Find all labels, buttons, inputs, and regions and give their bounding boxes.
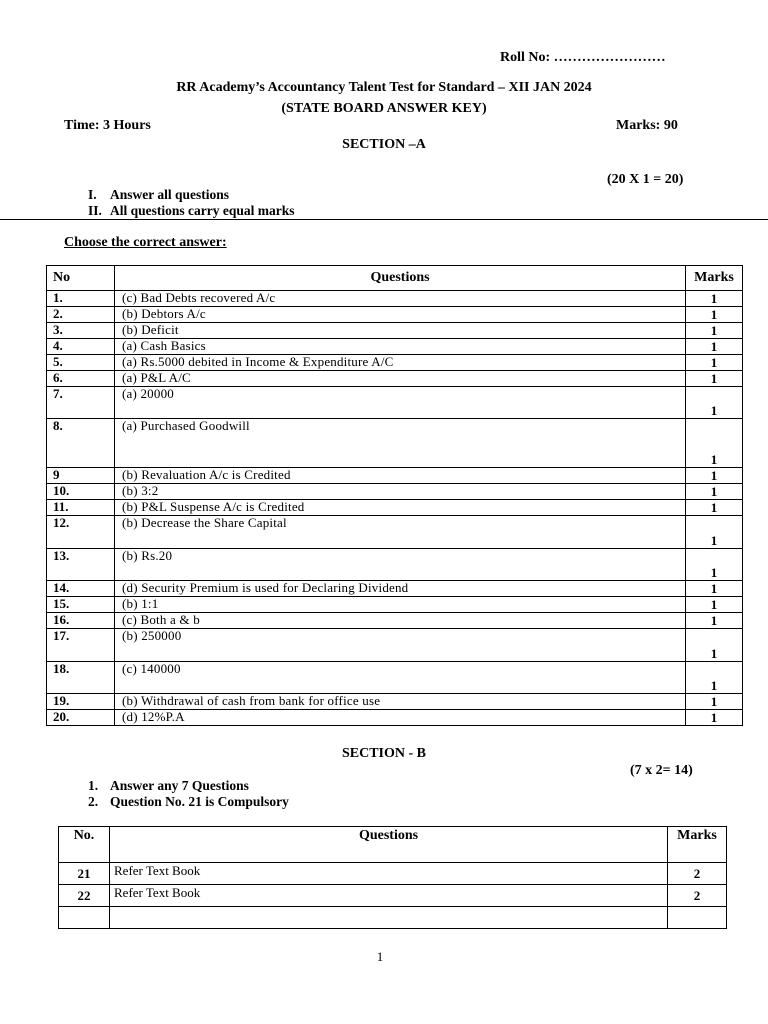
section-b-instruction-2 <box>88 794 289 810</box>
instruction-text: All questions carry equal marks <box>110 203 295 218</box>
table-row <box>47 387 743 419</box>
row-marks: 1 <box>686 516 743 549</box>
table-row <box>47 339 743 355</box>
table-row <box>47 323 743 339</box>
answer-text: (a) Rs.5000 debited in Income & Expenditure A/C <box>115 355 686 371</box>
answer-text: (a) P&L A/C <box>115 371 686 387</box>
row-number: 20. <box>47 710 115 726</box>
row-marks: 1 <box>686 549 743 581</box>
row-marks: 1 <box>686 355 743 371</box>
row-marks: 1 <box>686 371 743 387</box>
row-number: 1. <box>47 291 115 307</box>
column-header-questions: Questions <box>115 266 686 291</box>
roll-number: Roll No: …………………… <box>500 50 666 65</box>
row-number: 5. <box>47 355 115 371</box>
answer-text: Refer Text Book <box>110 885 668 907</box>
table-row <box>47 710 743 726</box>
table-row <box>47 629 743 662</box>
row-number: 11. <box>47 500 115 516</box>
row-marks: 1 <box>686 484 743 500</box>
table-row <box>47 419 743 468</box>
answer-text: (c) 140000 <box>115 662 686 694</box>
answer-text: (c) Bad Debts recovered A/c <box>115 291 686 307</box>
section-b-heading: SECTION - B <box>341 746 427 761</box>
choose-correct-answer-label: Choose the correct answer: <box>64 235 227 250</box>
answer-text: (a) Cash Basics <box>115 339 686 355</box>
column-header-no: No. <box>59 827 110 863</box>
answer-text: (b) 3:2 <box>115 484 686 500</box>
table-header-row <box>59 827 727 863</box>
section-a-instruction-1 <box>88 187 229 203</box>
answer-text: (b) Decrease the Share Capital <box>115 516 686 549</box>
page-number: 1 <box>376 949 384 964</box>
page-subtitle: (STATE BOARD ANSWER KEY) <box>281 101 487 116</box>
row-number: 21 <box>59 863 110 885</box>
page-title: RR Academy’s Accountancy Talent Test for Standard – XII JAN 2024 <box>176 80 592 95</box>
row-number: 12. <box>47 516 115 549</box>
answer-text: (b) Deficit <box>115 323 686 339</box>
row-number: 3. <box>47 323 115 339</box>
answer-text: (c) Both a & b <box>115 613 686 629</box>
column-header-questions: Questions <box>110 827 668 863</box>
row-marks: 2 <box>668 863 727 885</box>
row-number: 2. <box>47 307 115 323</box>
row-number: 9 <box>47 468 115 484</box>
row-number <box>59 907 110 929</box>
table-row <box>47 516 743 549</box>
answer-text: (d) Security Premium is used for Declaring Dividend <box>115 581 686 597</box>
instruction-text: Question No. 21 is Compulsory <box>110 794 289 809</box>
row-marks: 1 <box>686 581 743 597</box>
section-a-marks-formula: (20 X 1 = 20) <box>607 172 684 187</box>
row-number: 14. <box>47 581 115 597</box>
row-marks: 1 <box>686 387 743 419</box>
answer-text: (a) 20000 <box>115 387 686 419</box>
row-number: 7. <box>47 387 115 419</box>
row-marks: 1 <box>686 613 743 629</box>
exam-total-marks: Marks: 90 <box>616 118 678 133</box>
table-header-row <box>47 266 743 291</box>
row-number: 6. <box>47 371 115 387</box>
row-number: 4. <box>47 339 115 355</box>
row-number: 22 <box>59 885 110 907</box>
table-row <box>47 291 743 307</box>
horizontal-divider <box>0 219 768 220</box>
row-number: 8. <box>47 419 115 468</box>
table-row <box>47 468 743 484</box>
instruction-text: Answer any 7 Questions <box>110 778 249 793</box>
table-row <box>47 484 743 500</box>
answer-text: (b) Debtors A/c <box>115 307 686 323</box>
answer-text: (d) 12%P.A <box>115 710 686 726</box>
table-row <box>47 662 743 694</box>
instruction-number: II. <box>88 203 102 218</box>
table-row <box>47 694 743 710</box>
row-marks: 2 <box>668 885 727 907</box>
row-marks: 1 <box>686 419 743 468</box>
answer-text: (b) P&L Suspense A/c is Credited <box>115 500 686 516</box>
section-a-answer-table <box>46 265 743 726</box>
instruction-text: Answer all questions <box>110 187 230 202</box>
table-row <box>59 863 727 885</box>
column-header-marks: Marks <box>686 266 743 291</box>
section-b-answer-table <box>58 826 727 929</box>
answer-text: (b) Revaluation A/c is Credited <box>115 468 686 484</box>
instruction-number: 1. <box>88 778 99 793</box>
row-marks: 1 <box>686 307 743 323</box>
section-b-instruction-1 <box>88 778 249 794</box>
table-row <box>47 355 743 371</box>
answer-text: (b) Withdrawal of cash from bank for office use <box>115 694 686 710</box>
row-marks: 1 <box>686 694 743 710</box>
section-a-instruction-2 <box>88 203 295 219</box>
answer-text: (b) Rs.20 <box>115 549 686 581</box>
row-number: 16. <box>47 613 115 629</box>
column-header-no: No <box>47 266 115 291</box>
row-number: 10. <box>47 484 115 500</box>
row-number: 17. <box>47 629 115 662</box>
exam-time: Time: 3 Hours <box>64 118 151 133</box>
table-row <box>47 500 743 516</box>
row-marks: 1 <box>686 468 743 484</box>
table-row <box>47 549 743 581</box>
row-marks: 1 <box>686 597 743 613</box>
instruction-number: I. <box>88 187 97 202</box>
instruction-number: 2. <box>88 794 99 809</box>
answer-text: (b) 1:1 <box>115 597 686 613</box>
table-row <box>47 307 743 323</box>
table-row <box>47 613 743 629</box>
table-row <box>59 885 727 907</box>
row-number: 13. <box>47 549 115 581</box>
row-number: 18. <box>47 662 115 694</box>
row-marks: 1 <box>686 662 743 694</box>
table-row <box>47 371 743 387</box>
table-row <box>47 597 743 613</box>
row-marks: 1 <box>686 339 743 355</box>
section-a-heading: SECTION –A <box>342 137 426 152</box>
row-marks <box>668 907 727 929</box>
answer-text: (b) 250000 <box>115 629 686 662</box>
table-row <box>59 907 727 929</box>
answer-text: (a) Purchased Goodwill <box>115 419 686 468</box>
section-b-marks-formula: (7 x 2= 14) <box>630 763 693 778</box>
column-header-marks: Marks <box>668 827 727 863</box>
answer-text: Refer Text Book <box>110 863 668 885</box>
row-marks: 1 <box>686 629 743 662</box>
row-number: 15. <box>47 597 115 613</box>
row-marks: 1 <box>686 710 743 726</box>
table-row <box>47 581 743 597</box>
row-number: 19. <box>47 694 115 710</box>
answer-text <box>110 907 668 929</box>
row-marks: 1 <box>686 500 743 516</box>
row-marks: 1 <box>686 291 743 307</box>
row-marks: 1 <box>686 323 743 339</box>
